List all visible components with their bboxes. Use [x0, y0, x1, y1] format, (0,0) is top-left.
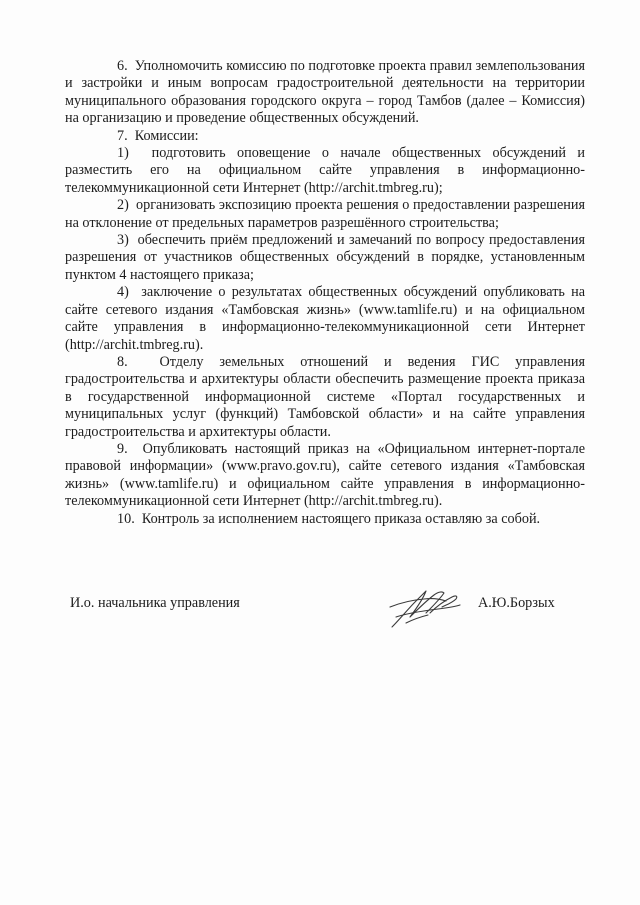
signatory-name: А.Ю.Борзых	[478, 595, 555, 611]
paragraph-9: 9. Опубликовать настоящий приказ на «Официальном интернет-портале правовой информации» (www.pravo.gov.ru), сайте сетевого издания «Тамбовская жизнь» (www.tamlife.ru) и официальном сайте управления в информационно-телекоммуникационной сети Интернет (http://archit.tmbreg.ru).	[65, 440, 585, 510]
paragraph-7: 7. Комиссии:	[117, 127, 199, 144]
paragraph-7-4: 4) заключение о результатах общественных обсуждений опубликовать на сайте сетевого издания «Тамбовская жизнь» (www.tamlife.ru) и на официальном сайте управления в информационно-телекоммуникационной сети Интернет (http://archit.tmbreg.ru).	[65, 284, 585, 353]
paragraph-7-3: 3) обеспечить приём предложений и замечаний по вопросу предоставления разрешения от участников общественных обсуждений в порядке, установленным пунктом 4 настоящего приказа;	[65, 232, 585, 283]
paragraph-8: 8. Отделу земельных отношений и ведения ГИС управления градостроительства и архитектуры области обеспечить размещение проекта приказа в государственной информационной системе «Портал государственных и муниципальных услуг (функций) Тамбовской области» и на сайте управления градостроительства и архитектуры области.	[65, 353, 585, 440]
paragraph-6: 6. Уполномочить комиссию по подготовке проекта правил землепользования и застройки и иным вопросам градостроительной деятельности на территории муниципального образования городского округа – город Тамбов (далее – Комиссия) на организацию и проведение общественных обсуждений.	[65, 58, 585, 127]
signatory-position: И.о. начальника управления	[70, 595, 240, 611]
handwritten-signature-icon	[386, 583, 464, 631]
paragraph-7-1: 1) подготовить оповещение о начале общественных обсуждений и разместить его на официальном сайте управления в информационно-телекоммуникационной сети Интернет (http://archit.tmbreg.ru);	[65, 145, 585, 196]
document-body	[65, 58, 585, 528]
paragraph-7-2: 2) организовать экспозицию проекта решения о предоставлении разрешения на отклонение от предельных параметров разрешённого строительства;	[65, 197, 585, 231]
paragraph-10: 10. Контроль за исполнением настоящего приказа оставляю за собой.	[117, 510, 541, 527]
signature-block	[0, 583, 640, 643]
